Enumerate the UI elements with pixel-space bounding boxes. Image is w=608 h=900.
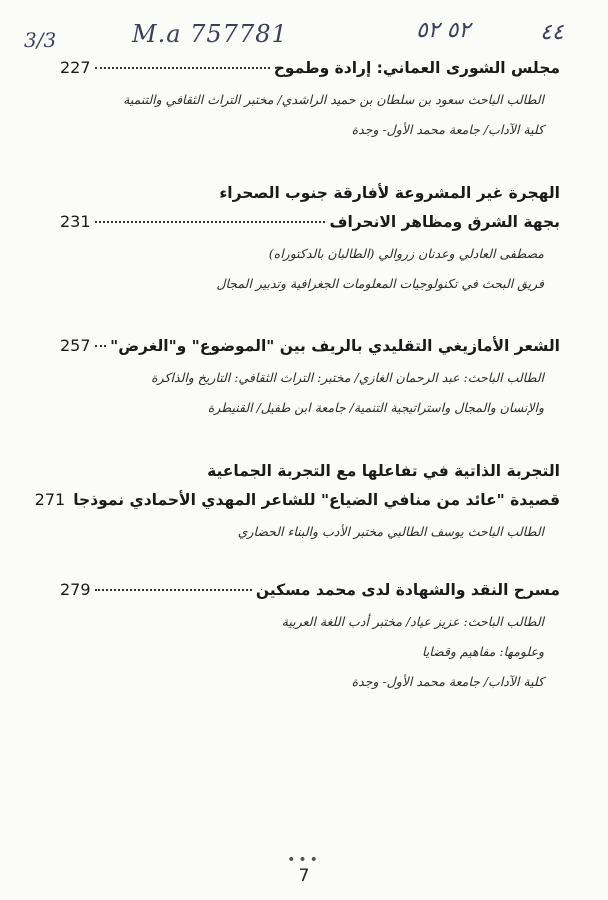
toc-title-row[interactable] <box>60 580 560 599</box>
toc-entry <box>60 336 560 423</box>
toc-page-number: 279 <box>60 580 91 599</box>
toc-authors <box>60 363 544 423</box>
toc-entry <box>60 58 560 145</box>
author-line: كلية الآداب/ جامعة محمد الأول- وجدة <box>351 674 544 689</box>
toc-authors <box>60 517 544 547</box>
toc-title-row[interactable] <box>60 212 560 231</box>
toc-entry-title: التجربة الذاتية في تفاعلها مع التجربة الجماعية <box>207 462 560 480</box>
toc-page-number: 231 <box>60 212 91 231</box>
handwritten-catalog-number: M.a 757781 <box>132 20 288 48</box>
toc-authors <box>60 239 544 299</box>
author-line: كلية الآداب/ جامعة محمد الأول- وجدة <box>351 122 544 137</box>
toc-entry-title: مسرح النقد والشهادة لدى محمد مسكين <box>255 581 560 599</box>
handwritten-note-2: ٤٤ <box>540 20 564 45</box>
toc-entry-title: الهجرة غير المشروعة لأفارقة جنوب الصحراء <box>219 184 560 202</box>
toc-authors <box>60 85 544 145</box>
toc-entry <box>60 580 560 697</box>
author-line: الطالب الباحث: عزيز عياد/ مختبر أدب اللغة العربية <box>281 614 544 629</box>
toc-page-number: 257 <box>60 336 91 355</box>
toc-authors <box>60 607 544 697</box>
leader-dots <box>95 344 107 347</box>
author-line: مصطفى العادلي وعدنان زروالي (الطالبان بالدكتوراه) <box>268 246 544 261</box>
author-line: الطالب الباحث يوسف الطالبي مختبر الأدب والبناء الحضاري <box>237 524 544 539</box>
toc-title-row[interactable] <box>34 490 560 509</box>
toc-entry <box>34 462 560 547</box>
toc-entry <box>60 184 560 299</box>
toc-entry-title-continued: قصيدة "عائد من منافي الضياع" للشاعر المهدي الأحمادي نموذجا <box>73 491 560 509</box>
leader-dots <box>95 66 270 69</box>
toc-page-number: 271 <box>34 490 66 509</box>
toc-page-number: 227 <box>60 58 91 77</box>
handwritten-note-1: ٥٢ ٥٢ <box>416 18 471 43</box>
author-line: الطالب الباحث سعود بن سلطان بن حميد الراشدي/ مختبر التراث الثقافي والتنمية <box>123 92 544 107</box>
leader-dots <box>95 220 326 223</box>
author-line: وعلومها: مفاهيم وقضايا <box>422 644 544 659</box>
footer-ornament: ••• <box>287 852 321 868</box>
toc-entry-title-continued: بجهة الشرق ومظاهر الانحراف <box>329 213 560 231</box>
leader-dots <box>95 588 252 591</box>
handwritten-page-count: 3/3 <box>24 28 57 52</box>
toc-title-row[interactable] <box>60 58 560 77</box>
author-line: فريق البحث في تكنولوجيات المعلومات الجغرافية وتدبير المجال <box>216 276 544 291</box>
author-line: الطالب الباحث: عبد الرحمان الغازي/ مختبر: التراث الثقافي: التاريخ والذاكرة <box>151 370 544 385</box>
author-line: والإنسان والمجال واستراتيجية التنمية/ جامعة ابن طفيل/ القنيطرة <box>207 400 544 415</box>
toc-title-row[interactable] <box>60 336 560 355</box>
page-number: 7 <box>298 866 310 886</box>
toc-entry-title: الشعر الأمازيغي التقليدي بالريف بين "الموضوع" و"الغرض" <box>110 337 560 355</box>
toc-entry-title: مجلس الشورى العماني: إرادة وطموح <box>273 59 560 77</box>
